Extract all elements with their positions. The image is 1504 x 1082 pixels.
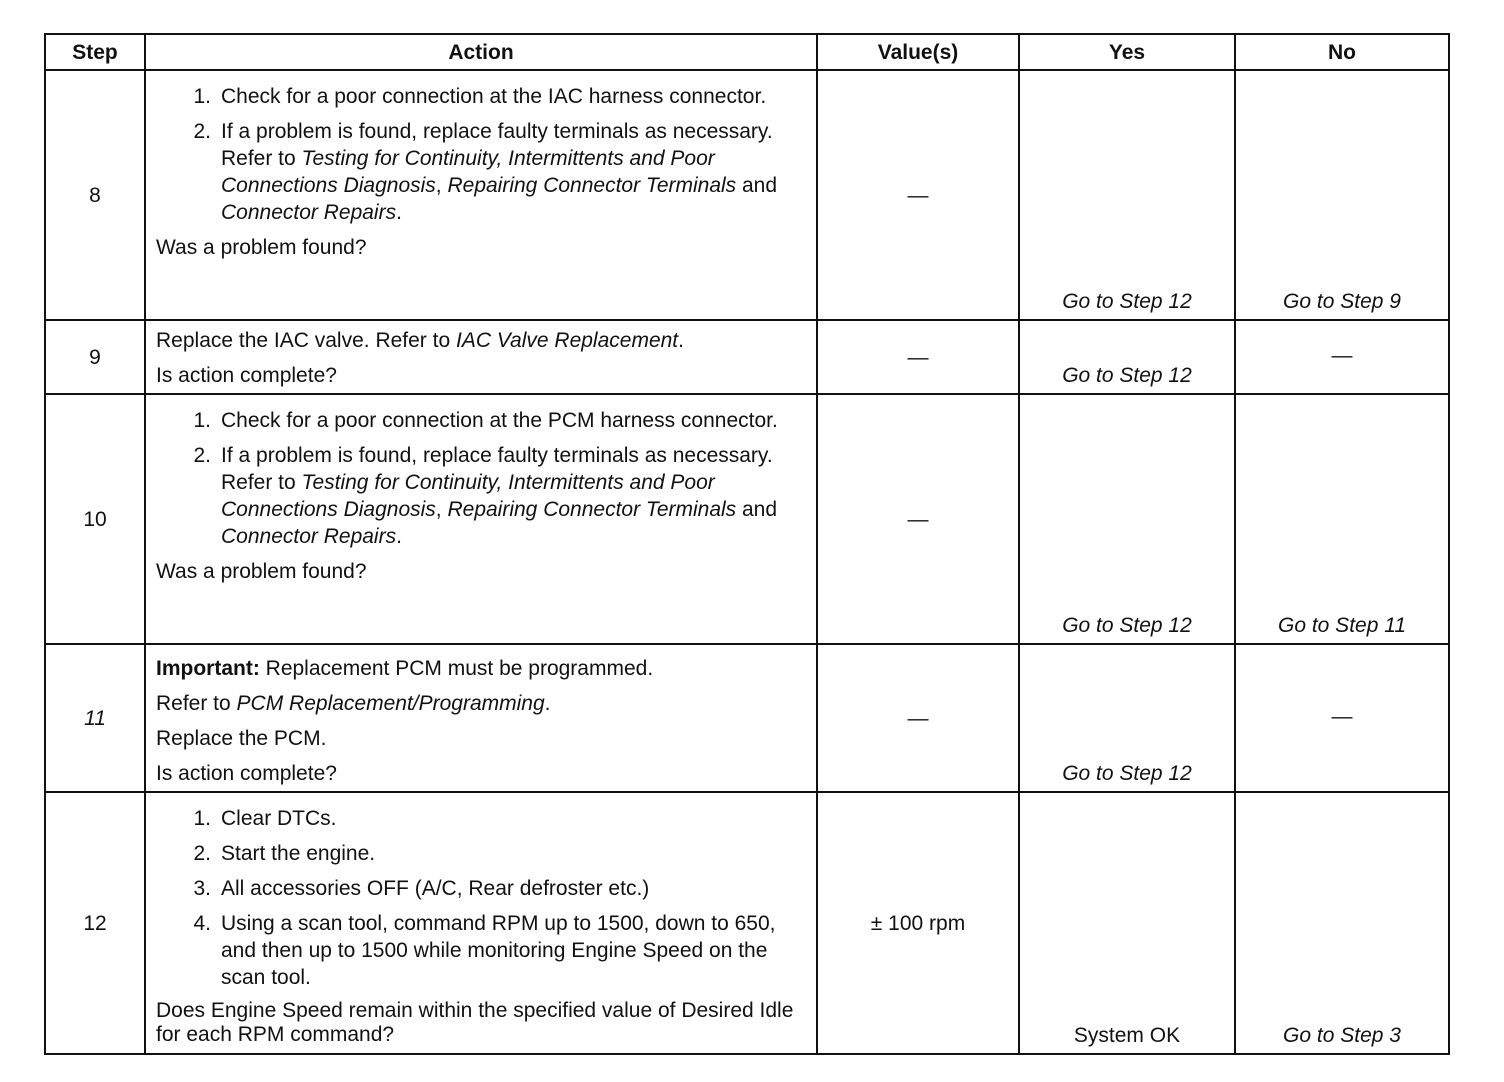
important-label: Important: xyxy=(156,657,260,680)
no-cell: — xyxy=(1235,320,1449,394)
value-cell: ± 100 rpm xyxy=(817,792,1019,1054)
step-number: 11 xyxy=(45,644,145,792)
diagnostic-table xyxy=(44,33,1450,1055)
table-row xyxy=(45,70,1449,320)
action-cell: 1. Check for a poor connection at the PCM harness connector. 2. If a problem is found, replace faulty terminals as necessary. Refer to Testing for Continuity, Intermittents and Poor Connections Diagnosis, Repairing Connector Terminals and Connector Repairs. Was a problem found? xyxy=(145,394,817,644)
yes-cell: Go to Step 12 xyxy=(1019,394,1235,644)
action-cell: 1. Clear DTCs. 2. Start the engine. 3. All accessories OFF (A/C, Rear defroster etc.) 4. Using a scan tool, command RPM up to 1500, down to 650, and then up to 1500 while monitoring Engine Speed on the scan tool. Does Engine Speed remain within the specified value of Desired Idle for each RPM command? xyxy=(145,792,817,1054)
question: Does Engine Speed remain within the specified value of Desired Idle for each RPM command? xyxy=(156,999,794,1046)
table-row xyxy=(45,394,1449,644)
value-cell: — xyxy=(817,644,1019,792)
header-step: Step xyxy=(45,34,145,70)
no-cell: Go to Step 3 xyxy=(1235,792,1449,1054)
action-cell: 1. Check for a poor connection at the IAC harness connector. 2. If a problem is found, replace faulty terminals as necessary. Refer to Testing for Continuity, Intermittents and Poor Connections Diagnosis, Repairing Connector Terminals and Connector Repairs. Was a problem found? xyxy=(145,70,817,320)
header-row xyxy=(45,34,1449,70)
yes-cell: Go to Step 12 xyxy=(1019,320,1235,394)
header-values: Value(s) xyxy=(817,34,1019,70)
yes-cell: Go to Step 12 xyxy=(1019,70,1235,320)
header-no: No xyxy=(1235,34,1449,70)
step-number: 8 xyxy=(45,70,145,320)
question: Is action complete? xyxy=(156,364,337,387)
table-row xyxy=(45,644,1449,792)
question: Was a problem found? xyxy=(156,236,367,259)
yes-cell: Go to Step 12 xyxy=(1019,644,1235,792)
header-yes: Yes xyxy=(1019,34,1235,70)
value-cell: — xyxy=(817,320,1019,394)
no-cell: — xyxy=(1235,644,1449,792)
no-cell: Go to Step 9 xyxy=(1235,70,1449,320)
table-row xyxy=(45,320,1449,394)
value-cell: — xyxy=(817,394,1019,644)
table-row xyxy=(45,792,1449,1054)
step-number: 10 xyxy=(45,394,145,644)
question: Was a problem found? xyxy=(156,560,367,583)
action-cell: Replace the IAC valve. Refer to IAC Valve Replacement. Is action complete? xyxy=(145,320,817,394)
yes-cell: System OK xyxy=(1019,792,1235,1054)
action-cell: Important: Replacement PCM must be programmed. Refer to PCM Replacement/Programming. Replace the PCM. Is action complete? xyxy=(145,644,817,792)
value-cell: — xyxy=(817,70,1019,320)
step-number: 12 xyxy=(45,792,145,1054)
question: Is action complete? xyxy=(156,762,337,785)
no-cell: Go to Step 11 xyxy=(1235,394,1449,644)
step-number: 9 xyxy=(45,320,145,394)
header-action: Action xyxy=(145,34,817,70)
